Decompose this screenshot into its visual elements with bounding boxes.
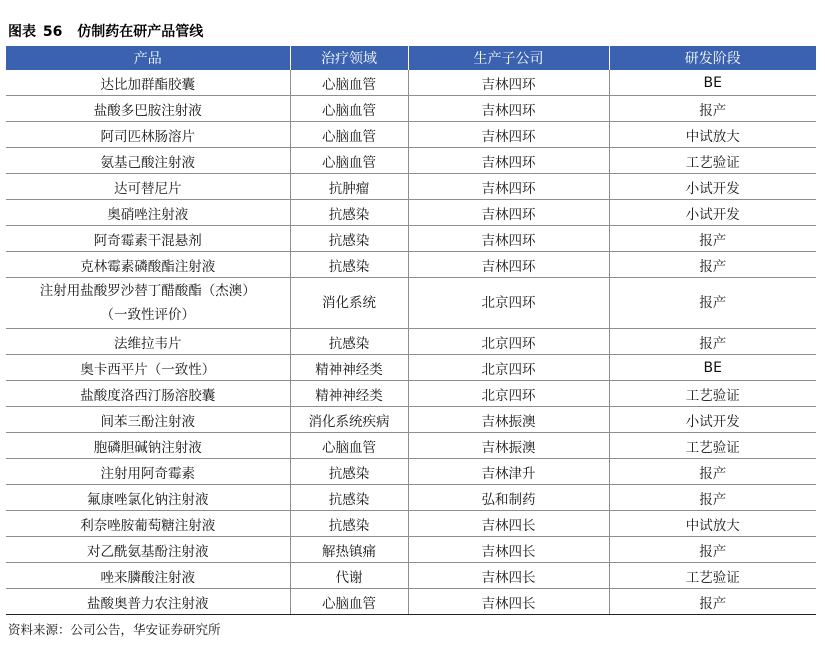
cell-stage: 小试开发 <box>609 174 816 200</box>
column-header-product: 产品 <box>6 46 290 70</box>
cell-area: 精神神经类 <box>290 355 408 381</box>
cell-stage: 报产 <box>609 537 816 563</box>
column-header-stage: 研发阶段 <box>609 46 816 70</box>
table-row <box>6 329 816 355</box>
cell-company: 吉林振澳 <box>408 433 609 459</box>
table-row <box>6 174 816 200</box>
cell-stage: 中试放大 <box>609 122 816 148</box>
cell-company: 吉林四环 <box>408 122 609 148</box>
cell-area: 消化系统疾病 <box>290 407 408 433</box>
cell-product: 克林霉素磷酸酯注射液 <box>6 252 290 278</box>
cell-company: 北京四环 <box>408 329 609 355</box>
cell-area: 心脑血管 <box>290 433 408 459</box>
table-row <box>6 563 816 589</box>
cell-company: 吉林四环 <box>408 70 609 96</box>
cell-area: 抗感染 <box>290 459 408 485</box>
cell-company: 吉林四环 <box>408 148 609 174</box>
figure-title-text: 仿制药在研产品管线 <box>77 24 204 40</box>
table-row <box>6 252 816 278</box>
cell-product: 利奈唑胺葡萄糖注射液 <box>6 511 290 537</box>
cell-product <box>6 278 290 329</box>
cell-stage: 小试开发 <box>609 407 816 433</box>
figure-number: 56 <box>42 24 63 40</box>
cell-company: 北京四环 <box>408 278 609 329</box>
table-row <box>6 511 816 537</box>
cell-company: 吉林四环 <box>408 200 609 226</box>
cell-company: 吉林四环 <box>408 96 609 122</box>
table-row <box>6 433 816 459</box>
cell-company: 吉林四环 <box>408 252 609 278</box>
cell-stage: BE <box>609 355 816 381</box>
table-row <box>6 381 816 407</box>
table-row <box>6 589 816 615</box>
pipeline-table <box>6 46 816 615</box>
cell-stage: 工艺验证 <box>609 381 816 407</box>
cell-area: 心脑血管 <box>290 96 408 122</box>
cell-stage: 工艺验证 <box>609 563 816 589</box>
cell-company: 吉林四长 <box>408 563 609 589</box>
cell-company: 吉林四长 <box>408 537 609 563</box>
cell-area: 抗感染 <box>290 485 408 511</box>
cell-area: 精神神经类 <box>290 381 408 407</box>
cell-area: 心脑血管 <box>290 70 408 96</box>
column-header-company: 生产子公司 <box>408 46 609 70</box>
cell-company: 北京四环 <box>408 381 609 407</box>
table-row <box>6 355 816 381</box>
cell-product: 盐酸度洛西汀肠溶胶囊 <box>6 381 290 407</box>
cell-company: 吉林四长 <box>408 589 609 615</box>
cell-product: 达比加群酯胶囊 <box>6 70 290 96</box>
table-row <box>6 537 816 563</box>
cell-area: 消化系统 <box>290 278 408 329</box>
cell-stage: 工艺验证 <box>609 433 816 459</box>
cell-product: 阿司匹林肠溶片 <box>6 122 290 148</box>
cell-product: 达可替尼片 <box>6 174 290 200</box>
cell-product: 奥卡西平片（一致性） <box>6 355 290 381</box>
source-note: 资料来源：公司公告，华安证券研究所 <box>8 622 221 637</box>
cell-stage: 中试放大 <box>609 511 816 537</box>
cell-stage: 报产 <box>609 252 816 278</box>
cell-area: 抗感染 <box>290 329 408 355</box>
cell-product-line1: 注射用盐酸罗沙替丁醋酸酯（杰澳） <box>39 283 256 299</box>
cell-product: 奥硝唑注射液 <box>6 200 290 226</box>
figure-title <box>8 20 203 44</box>
table-row <box>6 96 816 122</box>
table-row <box>6 278 816 329</box>
table-row <box>6 122 816 148</box>
cell-stage: 报产 <box>609 459 816 485</box>
table-row <box>6 148 816 174</box>
cell-product: 注射用阿奇霉素 <box>6 459 290 485</box>
cell-product: 盐酸多巴胺注射液 <box>6 96 290 122</box>
cell-area: 抗感染 <box>290 200 408 226</box>
cell-product: 对乙酰氨基酚注射液 <box>6 537 290 563</box>
table-row <box>6 70 816 96</box>
table-row <box>6 200 816 226</box>
column-header-area: 治疗领域 <box>290 46 408 70</box>
cell-company: 弘和制药 <box>408 485 609 511</box>
cell-stage: 报产 <box>609 329 816 355</box>
table-row <box>6 485 816 511</box>
cell-company: 吉林津升 <box>408 459 609 485</box>
table-row <box>6 459 816 485</box>
figure-label: 图表 <box>8 24 36 40</box>
cell-company: 吉林四环 <box>408 174 609 200</box>
cell-area: 代谢 <box>290 563 408 589</box>
cell-stage: 工艺验证 <box>609 148 816 174</box>
cell-product: 氨基己酸注射液 <box>6 148 290 174</box>
table-row <box>6 407 816 433</box>
cell-product: 法维拉韦片 <box>6 329 290 355</box>
cell-product: 阿奇霉素干混悬剂 <box>6 226 290 252</box>
cell-stage: 报产 <box>609 226 816 252</box>
table-body <box>6 70 816 615</box>
cell-product: 间苯三酚注射液 <box>6 407 290 433</box>
cell-area: 心脑血管 <box>290 589 408 615</box>
cell-stage: 小试开发 <box>609 200 816 226</box>
cell-area: 抗感染 <box>290 226 408 252</box>
cell-product: 唑来膦酸注射液 <box>6 563 290 589</box>
table-header-row <box>6 46 816 70</box>
cell-stage: BE <box>609 70 816 96</box>
cell-area: 心脑血管 <box>290 122 408 148</box>
cell-area: 抗肿瘤 <box>290 174 408 200</box>
cell-stage: 报产 <box>609 278 816 329</box>
cell-area: 解热镇痛 <box>290 537 408 563</box>
cell-area: 抗感染 <box>290 511 408 537</box>
cell-product-line2: （一致性评价） <box>100 307 195 323</box>
cell-company: 北京四环 <box>408 355 609 381</box>
cell-area: 抗感染 <box>290 252 408 278</box>
cell-stage: 报产 <box>609 96 816 122</box>
cell-company: 吉林四环 <box>408 226 609 252</box>
cell-stage: 报产 <box>609 589 816 615</box>
cell-company: 吉林振澳 <box>408 407 609 433</box>
cell-stage: 报产 <box>609 485 816 511</box>
cell-product: 胞磷胆碱钠注射液 <box>6 433 290 459</box>
table-row <box>6 226 816 252</box>
cell-product: 氟康唑氯化钠注射液 <box>6 485 290 511</box>
cell-area: 心脑血管 <box>290 148 408 174</box>
cell-company: 吉林四长 <box>408 511 609 537</box>
cell-product: 盐酸奥普力农注射液 <box>6 589 290 615</box>
